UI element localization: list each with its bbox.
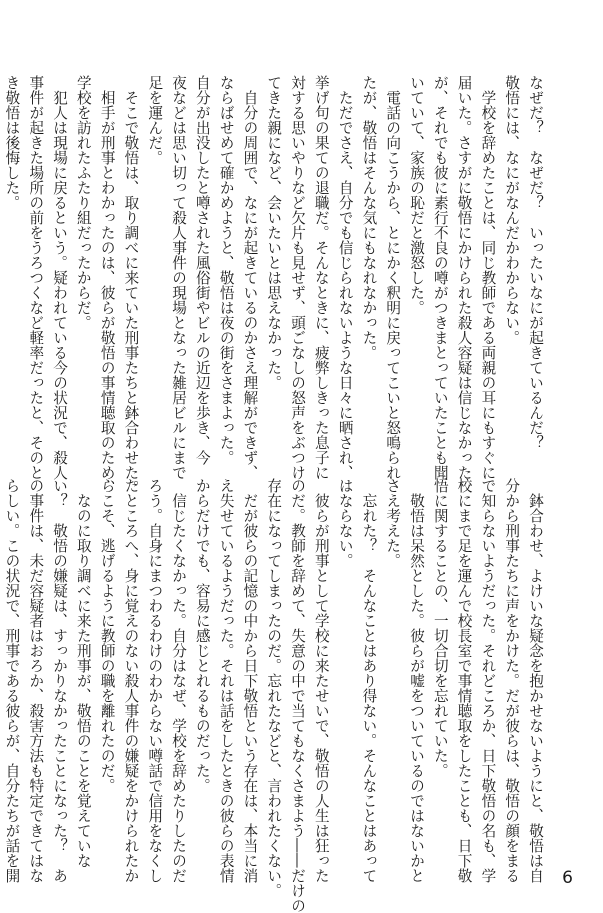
text-block-bottom [0,478,547,913]
text-line: ろう。自身にまつわるわけのわからない噂話で信用をなくし [146,478,164,883]
text-line: 自分が出没したと噂された風俗街やビルの近辺を歩き、今 [193,75,211,465]
text-line: らしい。この状況で、刑事である彼らが、自分たちが話を開 [3,478,21,883]
text-line: からだけでも、容易に感じとれるものだった。 [193,478,211,793]
text-line: たが、敬悟はそんな気にもなれなかった。 [360,75,378,360]
text-line: のだ。教師を辞めて、失意の中で当てもなくさまよう――だけの [289,478,307,913]
text-line: ただでさえ、自分でも信じられないような日々に晒され、 [336,75,354,480]
text-line: はならない。 [336,478,354,568]
text-line: 事件が起きた場所の前をうろつくなど軽率だったと、そのと [27,75,45,480]
text-line: てきた親になど、会いたいとは思えなかった。 [265,75,283,390]
text-line: 分から刑事たちに声をかけた。だが彼らは、敬悟の顔をまる [503,478,521,883]
text-line: 敬悟は呆然とした。彼らが嘘をついているのではないかと [408,478,426,883]
text-line: 相手が刑事とわかったのは、彼らが敬悟の事情聴取のため、 [98,75,116,495]
text-line: 敬悟には、なにがなんだかわからない。 [503,75,521,345]
text-line: え失せているようだった。それは話をしたときの彼らの表情 [217,478,235,883]
text-line: 自分の周囲で、なにが起きているのかさえ理解ができず、 [241,75,259,480]
text-line: 忘れた？ そんなことはあり得ない。そんなことはあって [360,478,378,883]
text-line: 信じたくなかった。自分はなぜ、学校を辞めたりしたのだ [170,478,188,883]
text-line: さえ考えた。 [384,478,402,568]
text-line: 電話の向こうから、とにかく釈明に戻ってこいと怒鳴られ [384,75,402,480]
text-line: 学校を訪れたふたり組だったからだ。 [74,75,92,330]
text-line: 彼らが刑事として学校に来たせいで、敬悟の人生は狂った [312,478,330,883]
text-line: で知らないようだった。それどころか、日下敬悟の名も、学 [479,478,497,883]
text-line: が、それでも彼に素行不良の噂がつきまとっていたことも聞 [431,75,449,480]
text-line: ならばせめて確かめようと、敬悟は夜の街をさまよった。 [217,75,235,465]
text-line: 犯人は現場に戻るという。疑われている今の状況で、殺人 [51,75,69,480]
text-line: 校にまで足を運んで校長室で事情聴取をしたことも、日下敬 [455,478,473,883]
text-line: なぜだ？ なぜだ？ いったいなにが起きているんだ？ [527,75,544,450]
page-number: 6 [562,868,573,888]
text-block-top [0,75,547,495]
text-line: 存在になってしまったのだ。忘れたなどと、言われたくない。 [265,478,283,898]
text-line: 届いた。さすがに敬悟にかけられた殺人容疑は信じなかった [455,75,473,480]
text-line: だが彼らの記憶の中から日下敬悟という存在は、本当に消 [241,478,259,883]
text-line: そこで敬悟は、取り調べに来ていた刑事たちと鉢合わせた。 [122,75,140,495]
text-line: 悟に関することの、一切合切を忘れていた。 [431,478,449,778]
text-line: 足を運んだ。 [146,75,164,165]
text-line: 学校を辞めたことは、同じ教師である両親の耳にもすぐに [479,75,497,480]
text-line: いていて、家族の恥だと激怒した。 [408,75,426,315]
text-line: の事件は、未だ容疑者はおろか、殺害方法も特定できてはな [27,478,45,883]
text-line: 鉢合わせ、よけいな疑念を抱かせないようにと、敬悟は自 [527,478,544,883]
text-line: い？ 敬悟の嫌疑は、すっかりなかったことになった？ あ [51,478,69,883]
text-line: き敬悟は後悔した。 [3,75,21,210]
text-line: 挙げ句の果ての退職だ。そんなときに、疲弊しきった息子に [312,75,330,480]
text-line: たところへ、身に覚えのない殺人事件の嫌疑をかけられたか [122,478,140,883]
text-line: 対する思いやりなど欠片も見せず、頭ごなしの怒声をぶつけ [289,75,307,480]
text-line: らこそ、逃げるように教師の職を離れたのだ。 [98,478,116,793]
text-line: なのに取り調べに来た刑事が、敬悟のことを覚えていな [74,478,92,868]
text-line: 夜などは思い切って殺人事件の現場となった雑居ビルにまで [170,75,188,480]
